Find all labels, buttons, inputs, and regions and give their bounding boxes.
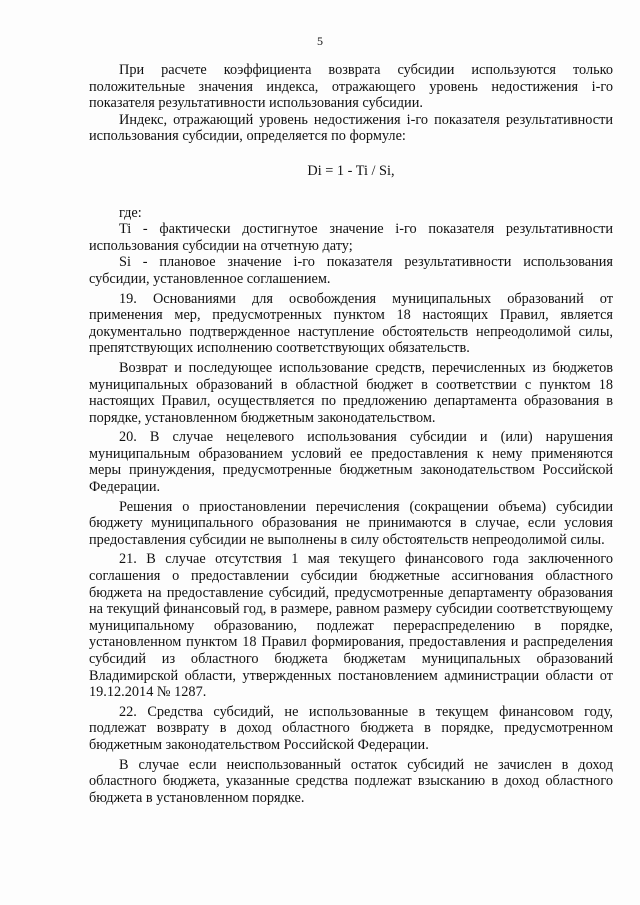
clause-22: 22. Средства субсидий, не использованные в текущем финансовом году, подлежат возврату в доход областного бюджета в порядке, предусмотренном бюджетным законодательством Российской Федерации. — [89, 703, 613, 753]
document-body — [89, 62, 613, 806]
clause-21: 21. В случае отсутствия 1 мая текущего финансового года заключенного соглашения о предоставлении субсидии бюджетные ассигнования областного бюджета на предоставление субсидий, предусмотренные департаменту образования на текущий финансовый год, в размере, равном размеру субсидии соответствующему муниципальному образованию, подлежат перераспределению в порядке, установленном пунктом 18 Правил формирования, предоставления и распределения субсидий из областного бюджета бюджетам муниципальных образований Владимирской области, утвержденных постановлением администрации области от 19.12.2014 № 1287. — [89, 551, 613, 701]
paragraph-index-definition: Индекс, отражающий уровень недостижения i-го показателя результативности использования субсидии, определяется по формуле: — [89, 111, 613, 145]
definition-si: Si - плановое значение i-го показателя результативности использования субсидии, установленное соглашением. — [89, 254, 613, 287]
clause-19-continuation: Возврат и последующее использование средств, перечисленных из бюджетов муниципальных образований в областной бюджет в соответствии с пунктом 18 настоящих Правил, осуществляется по предложению департамента образования в порядке, установленном бюджетным законодательством. — [89, 359, 613, 426]
formula-where-label: где: — [119, 204, 142, 221]
clause-20-continuation: Решения о приостановлении перечисления (сокращении объема) субсидии бюджету муниципального образования не принимаются в случае, если условия предоставления субсидии не выполнены в силу обстоятельств непреодолимой силы. — [89, 498, 613, 548]
clause-20: 20. В случае нецелевого использования субсидии и (или) нарушения муниципальным образованием условий ее предоставления к нему применяются меры принуждения, предусмотренные бюджетным законодательством Российской Федерации. — [89, 429, 613, 496]
definition-ti: Ti - фактически достигнутое значение i-го показателя результативности использования субсидии на отчетную дату; — [89, 221, 613, 254]
clause-22-continuation: В случае если неиспользованный остаток субсидий не зачислен в доход областного бюджета, указанные средства подлежат взысканию в доход областного бюджета в установленном порядке. — [89, 756, 613, 806]
page-number: 5 — [317, 34, 323, 48]
clause-19: 19. Основаниями для освобождения муниципальных образований от применения мер, предусмотренных пунктом 18 настоящих Правил, является документально подтвержденное наступление обстоятельств непреодолимой силы, препятствующих исполнению соответствующих обязательств. — [89, 290, 613, 357]
paragraph-return-coefficient: При расчете коэффициента возврата субсидии используются только положительные значения индекса, отражающего уровень недостижения i-го показателя результативности использования субсидии. — [89, 62, 613, 112]
formula: Di = 1 - Ti / Si, — [307, 162, 395, 179]
